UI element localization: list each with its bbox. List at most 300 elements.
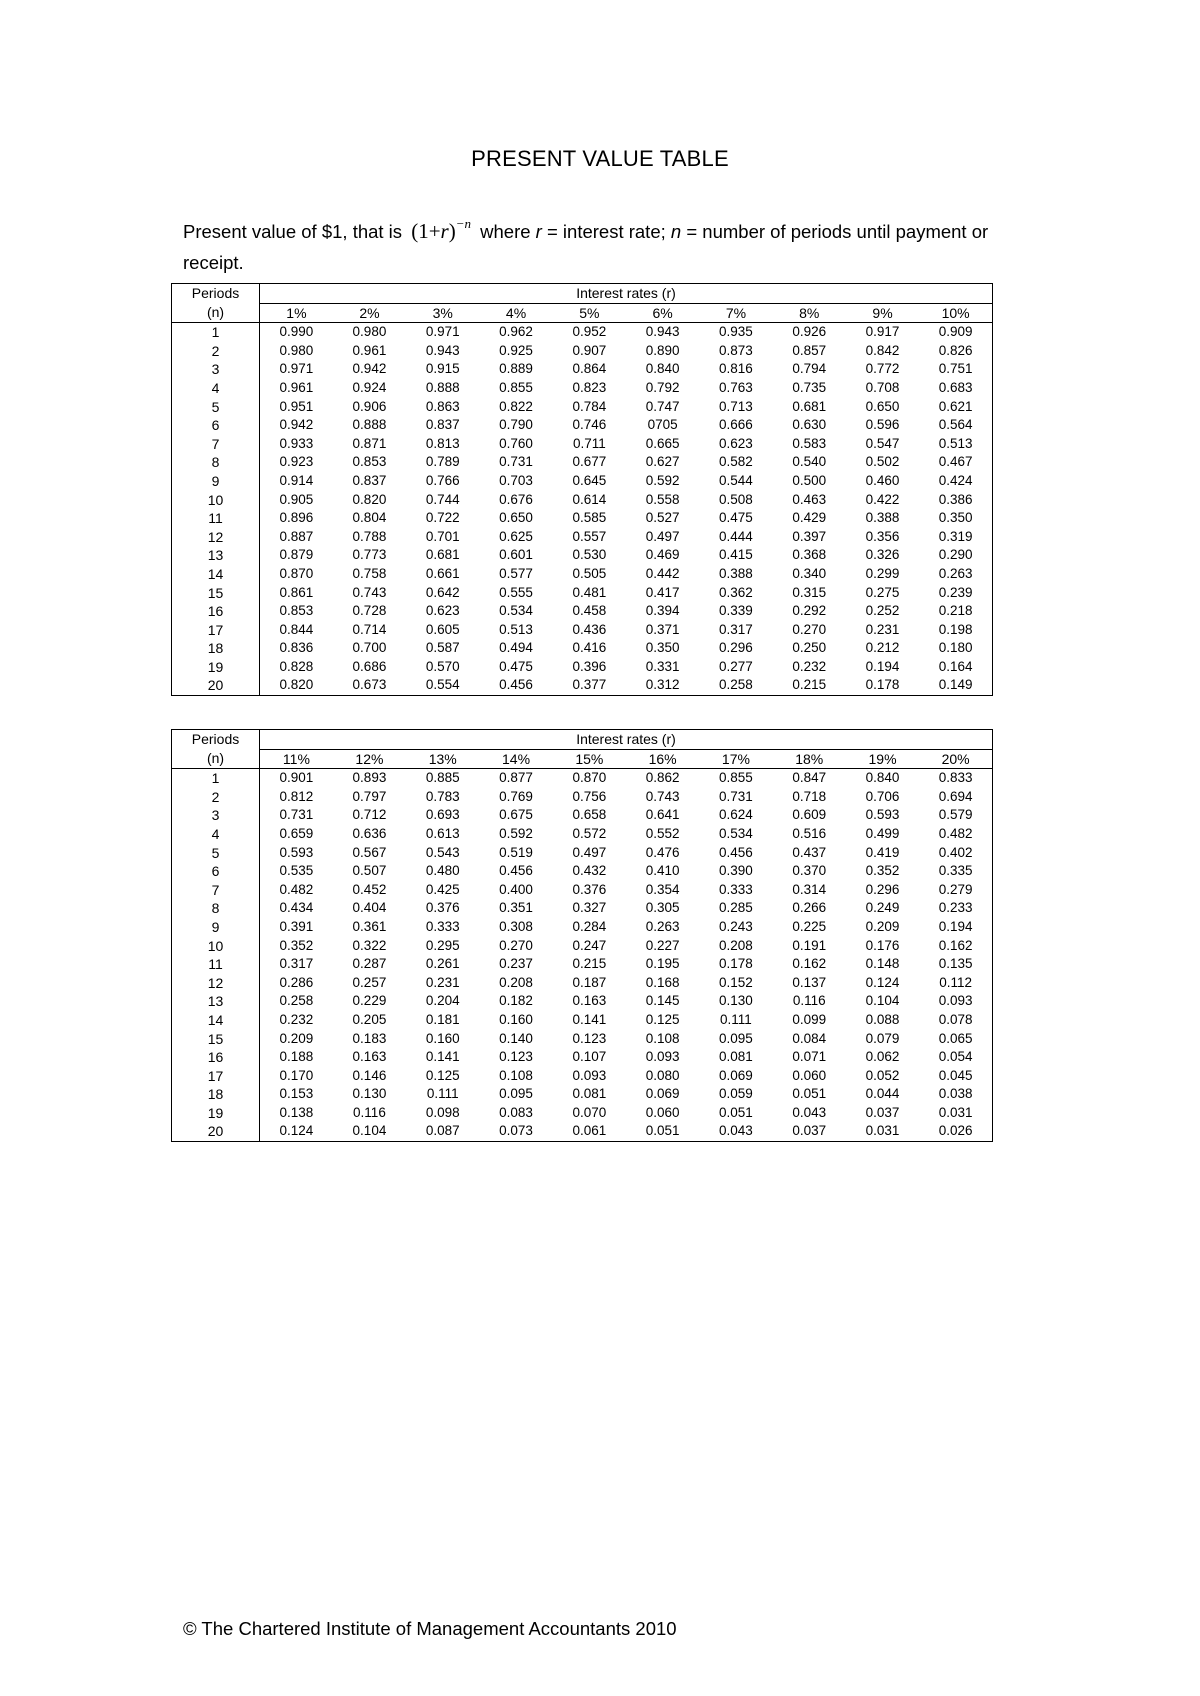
pv-factor-cell: 0.178 bbox=[846, 676, 919, 695]
table-row bbox=[172, 676, 993, 695]
pv-factor-cell: 0.229 bbox=[352, 993, 387, 1009]
pv-factor-cell: 0.279 bbox=[919, 881, 992, 900]
table-row bbox=[172, 453, 993, 472]
pv-factor-cell: 0.482 bbox=[279, 881, 314, 897]
pv-factor-cell: 0.530 bbox=[572, 547, 607, 563]
pv-factor-cell: 0.728 bbox=[352, 603, 387, 619]
pv-factor-cell: 0.855 bbox=[499, 379, 533, 395]
rate-header: 19% bbox=[846, 749, 919, 769]
rate-header: 4% bbox=[479, 303, 552, 323]
pv-factor-cell: 0.083 bbox=[499, 1104, 533, 1120]
pv-factor-cell: 0.026 bbox=[919, 1122, 992, 1141]
intro-text: = interest rate; bbox=[546, 221, 666, 242]
pv-factor-cell: 0.051 bbox=[626, 1122, 699, 1141]
pv-factor-cell: 0.116 bbox=[353, 1104, 386, 1120]
pv-factor-cell: 0.183 bbox=[352, 1030, 387, 1046]
pv-factor-cell: 0.862 bbox=[645, 770, 680, 786]
formula-exponent: −n bbox=[455, 216, 471, 231]
period-cell: 11 bbox=[172, 509, 260, 528]
table-row bbox=[172, 974, 993, 993]
table-row bbox=[172, 658, 993, 677]
table-row bbox=[172, 899, 993, 918]
pv-factor-cell: 0.432 bbox=[572, 863, 607, 879]
pv-factor-cell: 0.797 bbox=[352, 788, 387, 804]
pv-factor-cell: 0.249 bbox=[865, 900, 900, 916]
pv-factor-cell: 0.499 bbox=[865, 825, 900, 841]
pv-factor-cell: 0.168 bbox=[645, 974, 680, 990]
pv-factor-cell: 0.285 bbox=[719, 900, 753, 916]
period-cell: 6 bbox=[172, 862, 260, 881]
pv-factor-cell: 0.266 bbox=[792, 900, 827, 916]
pv-factor-cell: 0.746 bbox=[572, 417, 607, 433]
pv-factor-cell: 0.044 bbox=[865, 1086, 900, 1102]
pv-factor-cell: 0.857 bbox=[792, 342, 827, 358]
pv-factor-cell: 0.463 bbox=[792, 491, 827, 507]
rate-header: 12% bbox=[333, 749, 406, 769]
period-cell: 13 bbox=[172, 992, 260, 1011]
pv-factor-cell: 0.706 bbox=[865, 788, 900, 804]
pv-factor-cell: 0.277 bbox=[719, 658, 753, 674]
pv-factor-cell: 0.621 bbox=[919, 398, 992, 417]
period-cell: 18 bbox=[172, 1085, 260, 1104]
pv-factor-cell: 0.111 bbox=[426, 1086, 459, 1102]
pv-factor-cell: 0.467 bbox=[919, 453, 992, 472]
pv-factor-cell: 0.870 bbox=[279, 565, 314, 581]
pv-factor-cell: 0.792 bbox=[645, 379, 680, 395]
pv-factor-cell: 0.191 bbox=[792, 937, 827, 953]
period-cell: 20 bbox=[172, 1122, 260, 1141]
pv-factor-cell: 0.270 bbox=[792, 621, 827, 637]
pv-factor-cell: 0.402 bbox=[919, 844, 992, 863]
table-row bbox=[172, 918, 993, 937]
pv-factor-cell: 0.508 bbox=[719, 491, 753, 507]
pv-factor-cell: 0.356 bbox=[865, 528, 900, 544]
pv-factor-cell: 0.335 bbox=[919, 862, 992, 881]
pv-factor-cell: 0.847 bbox=[792, 770, 827, 786]
pv-factor-cell: 0.885 bbox=[425, 770, 460, 786]
pv-factor-cell: 0.961 bbox=[352, 342, 387, 358]
pv-factor-cell: 0.879 bbox=[279, 547, 314, 563]
pv-factor-cell: 0.743 bbox=[352, 584, 387, 600]
table-row bbox=[172, 1048, 993, 1067]
table-row bbox=[172, 1122, 993, 1141]
pv-factor-cell: 0.747 bbox=[645, 398, 680, 414]
pv-factor-cell: 0.123 bbox=[572, 1030, 607, 1046]
table-row bbox=[172, 323, 993, 342]
pv-factor-cell: 0.650 bbox=[499, 510, 533, 526]
pv-factor-cell: 0.645 bbox=[572, 472, 607, 488]
pv-factor-cell: 0.371 bbox=[645, 621, 680, 637]
period-cell: 17 bbox=[172, 1067, 260, 1086]
period-cell: 15 bbox=[172, 1030, 260, 1049]
pv-factor-cell: 0.270 bbox=[499, 937, 533, 953]
pv-factor-cell: 0.601 bbox=[499, 547, 533, 563]
pv-factor-cell: 0.069 bbox=[645, 1086, 680, 1102]
pv-factor-cell: 0.370 bbox=[792, 863, 827, 879]
pv-factor-cell: 0.416 bbox=[572, 640, 607, 656]
rate-header: 18% bbox=[773, 749, 846, 769]
pv-factor-cell: 0.258 bbox=[699, 676, 772, 695]
pv-factor-cell: 0.502 bbox=[865, 454, 900, 470]
pv-factor-cell: 0.816 bbox=[719, 361, 753, 377]
period-cell: 13 bbox=[172, 546, 260, 565]
pv-factor-cell: 0.943 bbox=[425, 342, 460, 358]
pv-factor-cell: 0.081 bbox=[719, 1049, 753, 1065]
pv-factor-cell: 0.160 bbox=[425, 1030, 460, 1046]
pv-factor-cell: 0.317 bbox=[719, 621, 753, 637]
pv-factor-cell: 0.331 bbox=[645, 658, 680, 674]
pv-factor-cell: 0.062 bbox=[865, 1049, 900, 1065]
pv-factor-cell: 0.543 bbox=[425, 844, 460, 860]
pv-factor-cell: 0.087 bbox=[406, 1122, 479, 1141]
table-row bbox=[172, 416, 993, 435]
pv-factor-cell: 0.104 bbox=[333, 1122, 406, 1141]
table-row bbox=[172, 639, 993, 658]
pv-factor-cell: 0.054 bbox=[919, 1048, 992, 1067]
pv-factor-cell: 0.933 bbox=[279, 435, 314, 451]
pv-factor-cell: 0.820 bbox=[352, 491, 387, 507]
pv-factor-cell: 0.315 bbox=[792, 584, 827, 600]
pv-factor-cell: 0.567 bbox=[352, 844, 387, 860]
pv-factor-cell: 0.666 bbox=[719, 417, 753, 433]
pv-factor-cell: 0.376 bbox=[572, 881, 607, 897]
pv-factor-cell: 0.630 bbox=[792, 417, 827, 433]
pv-factor-cell: 0.093 bbox=[572, 1067, 607, 1083]
pv-factor-cell: 0.141 bbox=[425, 1049, 460, 1065]
interest-rates-header: Interest rates (r) bbox=[260, 284, 993, 304]
pv-factor-cell: 0.060 bbox=[645, 1104, 680, 1120]
pv-factor-cell: 0.031 bbox=[919, 1104, 992, 1123]
table-row bbox=[172, 509, 993, 528]
period-cell: 14 bbox=[172, 1011, 260, 1030]
pv-factor-cell: 0.377 bbox=[553, 676, 626, 695]
pv-factor-cell: 0.250 bbox=[792, 640, 827, 656]
pv-factor-cell: 0.456 bbox=[479, 676, 552, 695]
period-cell: 12 bbox=[172, 974, 260, 993]
pv-factor-cell: 0.312 bbox=[626, 676, 699, 695]
pv-factor-cell: 0.257 bbox=[352, 974, 387, 990]
period-cell: 14 bbox=[172, 565, 260, 584]
pv-factor-cell: 0.452 bbox=[352, 881, 387, 897]
pv-factor-cell: 0.124 bbox=[865, 974, 900, 990]
formula-var: r bbox=[440, 219, 449, 243]
pv-factor-cell: 0.535 bbox=[279, 863, 314, 879]
pv-factor-cell: 0.361 bbox=[352, 918, 387, 934]
pv-factor-cell: 0.582 bbox=[719, 454, 753, 470]
pv-factor-cell: 0.319 bbox=[919, 528, 992, 547]
pv-factor-cell: 0.889 bbox=[499, 361, 533, 377]
rate-header: 15% bbox=[553, 749, 626, 769]
table-row bbox=[172, 955, 993, 974]
pv-factor-cell: 0.507 bbox=[352, 863, 387, 879]
table-row bbox=[172, 1104, 993, 1123]
pv-factor-cell: 0.079 bbox=[865, 1030, 900, 1046]
pv-factor-cell: 0.163 bbox=[572, 993, 607, 1009]
period-cell: 3 bbox=[172, 360, 260, 379]
pv-factor-cell: 0.108 bbox=[499, 1067, 533, 1083]
pv-factor-cell: 0.871 bbox=[352, 435, 387, 451]
table-row bbox=[172, 472, 993, 491]
pv-factor-cell: 0.837 bbox=[352, 472, 387, 488]
table-row bbox=[172, 546, 993, 565]
pv-factor-cell: 0.718 bbox=[792, 788, 827, 804]
pv-factor-cell: 0.888 bbox=[352, 417, 387, 433]
pv-factor-cell: 0.481 bbox=[572, 584, 607, 600]
pv-factor-cell: 0.855 bbox=[719, 770, 753, 786]
intro-text: = number of periods until payment or receipt. bbox=[183, 221, 989, 273]
pv-factor-cell: 0.788 bbox=[352, 528, 387, 544]
pv-factor-cell: 0.711 bbox=[572, 435, 606, 451]
n-header: (n) bbox=[172, 749, 260, 769]
present-value-table-1 bbox=[171, 283, 993, 696]
pv-factor-cell: 0.942 bbox=[352, 361, 387, 377]
pv-factor-cell: 0.708 bbox=[865, 379, 900, 395]
pv-factor-cell: 0.703 bbox=[499, 472, 533, 488]
pv-factor-cell: 0.534 bbox=[719, 825, 753, 841]
pv-factor-cell: 0.071 bbox=[792, 1049, 827, 1065]
pv-factor-cell: 0.070 bbox=[572, 1104, 607, 1120]
table-row bbox=[172, 565, 993, 584]
pv-factor-cell: 0.659 bbox=[279, 825, 314, 841]
pv-factor-cell: 0.650 bbox=[865, 398, 900, 414]
pv-factor-cell: 0.327 bbox=[572, 900, 607, 916]
pv-factor-cell: 0.111 bbox=[720, 1011, 752, 1027]
pv-factor-cell: 0.043 bbox=[792, 1104, 827, 1120]
pv-factor-cell: 0.397 bbox=[792, 528, 827, 544]
pv-factor-cell: 0.284 bbox=[572, 918, 607, 934]
pv-factor-cell: 0.456 bbox=[499, 863, 533, 879]
pv-factor-cell: 0.153 bbox=[279, 1086, 314, 1102]
pv-factor-cell: 0.744 bbox=[425, 491, 460, 507]
n-header: (n) bbox=[172, 303, 260, 323]
pv-factor-cell: 0.907 bbox=[572, 342, 607, 358]
table-row bbox=[172, 806, 993, 825]
pv-factor-cell: 0.613 bbox=[425, 825, 460, 841]
table-row bbox=[172, 1067, 993, 1086]
period-cell: 1 bbox=[172, 323, 260, 342]
pv-factor-cell: 0.410 bbox=[645, 863, 680, 879]
pv-factor-cell: 0.700 bbox=[352, 640, 387, 656]
pv-factor-cell: 0.275 bbox=[865, 584, 900, 600]
pv-factor-cell: 0.390 bbox=[719, 863, 753, 879]
rate-header: 16% bbox=[626, 749, 699, 769]
pv-factor-cell: 0.317 bbox=[279, 956, 314, 972]
period-cell: 7 bbox=[172, 435, 260, 454]
pv-factor-cell: 0.146 bbox=[352, 1067, 387, 1083]
pv-factor-cell: 0.593 bbox=[865, 807, 900, 823]
pv-factor-cell: 0.552 bbox=[645, 825, 680, 841]
pv-factor-cell: 0.658 bbox=[572, 807, 607, 823]
pv-factor-cell: 0.215 bbox=[572, 956, 607, 972]
pv-factor-cell: 0.924 bbox=[352, 379, 387, 395]
pv-factor-cell: 0.231 bbox=[425, 974, 460, 990]
pv-factor-cell: 0.505 bbox=[572, 565, 607, 581]
pv-factor-cell: 0.078 bbox=[919, 1011, 992, 1030]
rate-header: 13% bbox=[406, 749, 479, 769]
pv-factor-cell: 0.901 bbox=[279, 770, 314, 786]
pv-factor-cell: 0.287 bbox=[352, 956, 387, 972]
pv-factor-cell: 0.178 bbox=[719, 956, 753, 972]
pv-factor-cell: 0.627 bbox=[645, 454, 680, 470]
pv-factor-cell: 0.145 bbox=[645, 993, 680, 1009]
pv-factor-cell: 0.766 bbox=[425, 472, 460, 488]
periods-header: Periods bbox=[172, 730, 260, 750]
pv-factor-cell: 0.376 bbox=[425, 900, 460, 916]
pv-factor-cell: 0.888 bbox=[425, 379, 460, 395]
pv-factor-cell: 0.417 bbox=[645, 584, 680, 600]
pv-factor-cell: 0.794 bbox=[792, 361, 827, 377]
pv-factor-cell: 0.609 bbox=[792, 807, 827, 823]
pv-factor-cell: 0.243 bbox=[719, 918, 753, 934]
table-row bbox=[172, 1085, 993, 1104]
pv-factor-cell: 0.098 bbox=[425, 1104, 460, 1120]
period-cell: 10 bbox=[172, 491, 260, 510]
period-cell: 2 bbox=[172, 788, 260, 807]
pv-factor-cell: 0.772 bbox=[865, 361, 900, 377]
pv-factor-cell: 0.614 bbox=[572, 491, 607, 507]
pv-factor-cell: 0.769 bbox=[499, 788, 533, 804]
pv-factor-cell: 0.480 bbox=[425, 863, 460, 879]
pv-factor-cell: 0.460 bbox=[865, 472, 900, 488]
pv-factor-cell: 0.585 bbox=[572, 510, 607, 526]
pv-factor-cell: 0.436 bbox=[572, 621, 607, 637]
pv-factor-cell: 0.059 bbox=[719, 1086, 753, 1102]
pv-factor-cell: 0.232 bbox=[792, 658, 827, 674]
pv-factor-cell: 0.731 bbox=[279, 807, 314, 823]
pv-factor-cell: 0.060 bbox=[792, 1067, 827, 1083]
period-cell: 16 bbox=[172, 602, 260, 621]
pv-factor-cell: 0.625 bbox=[499, 528, 533, 544]
pv-factor-cell: 0.247 bbox=[572, 937, 607, 953]
pv-factor-cell: 0.592 bbox=[645, 472, 680, 488]
pv-factor-cell: 0.424 bbox=[919, 472, 992, 491]
pv-factor-cell: 0.069 bbox=[719, 1067, 753, 1083]
pv-factor-cell: 0.404 bbox=[352, 900, 387, 916]
pv-factor-cell: 0.350 bbox=[919, 509, 992, 528]
pv-factor-cell: 0.583 bbox=[792, 435, 827, 451]
period-cell: 4 bbox=[172, 825, 260, 844]
pv-factor-cell: 0.790 bbox=[499, 417, 533, 433]
intro-var-n: n bbox=[670, 221, 682, 242]
pv-factor-cell: 0.263 bbox=[919, 565, 992, 584]
pv-factor-cell: 0.388 bbox=[719, 565, 753, 581]
table-row bbox=[172, 621, 993, 640]
pv-factor-cell: 0.368 bbox=[792, 547, 827, 563]
pv-factor-cell: 0.961 bbox=[279, 379, 314, 395]
period-cell: 8 bbox=[172, 453, 260, 472]
pv-factor-cell: 0.195 bbox=[645, 956, 680, 972]
pv-factor-cell: 0.051 bbox=[719, 1104, 753, 1120]
pv-factor-cell: 0.676 bbox=[499, 491, 533, 507]
pv-factor-cell: 0.437 bbox=[792, 844, 827, 860]
pv-factor-cell: 0.299 bbox=[865, 565, 900, 581]
pv-factor-cell: 0.225 bbox=[792, 918, 827, 934]
pv-factor-cell: 0.592 bbox=[499, 825, 533, 841]
pv-factor-cell: 0.425 bbox=[425, 881, 460, 897]
pv-factor-cell: 0.469 bbox=[645, 547, 680, 563]
interest-rates-header: Interest rates (r) bbox=[260, 730, 993, 750]
pv-factor-cell: 0.980 bbox=[352, 324, 387, 340]
pv-factor-cell: 0.388 bbox=[865, 510, 900, 526]
table-row bbox=[172, 528, 993, 547]
pv-factor-cell: 0.980 bbox=[279, 342, 314, 358]
pv-factor-cell: 0.893 bbox=[352, 770, 387, 786]
pv-factor-cell: 0.149 bbox=[919, 676, 992, 695]
pv-factor-cell: 0.394 bbox=[645, 603, 680, 619]
pv-factor-cell: 0.198 bbox=[919, 621, 992, 640]
pv-factor-cell: 0.714 bbox=[352, 621, 387, 637]
rate-header: 10% bbox=[919, 303, 992, 323]
pv-factor-cell: 0.415 bbox=[719, 547, 753, 563]
pv-factor-cell: 0.822 bbox=[499, 398, 533, 414]
pv-factor-cell: 0.263 bbox=[645, 918, 680, 934]
pv-factor-cell: 0.458 bbox=[572, 603, 607, 619]
pv-factor-cell: 0.853 bbox=[279, 603, 314, 619]
pv-factor-cell: 0.419 bbox=[865, 844, 900, 860]
pv-factor-cell: 0.231 bbox=[865, 621, 900, 637]
pv-factor-cell: 0.148 bbox=[865, 956, 900, 972]
pv-factor-cell: 0.160 bbox=[499, 1011, 533, 1027]
intro-text: where bbox=[480, 221, 531, 242]
pv-factor-cell: 0.104 bbox=[865, 993, 900, 1009]
table-row bbox=[172, 602, 993, 621]
pv-factor-cell: 0.045 bbox=[919, 1067, 992, 1086]
pv-factor-cell: 0.623 bbox=[719, 435, 753, 451]
pv-factor-cell: 0.579 bbox=[919, 806, 992, 825]
pv-factor-cell: 0.971 bbox=[425, 324, 460, 340]
pv-factor-cell: 0.350 bbox=[645, 640, 680, 656]
pv-factor-cell: 0.917 bbox=[865, 324, 900, 340]
pv-factor-cell: 0.194 bbox=[865, 658, 900, 674]
periods-header: Periods bbox=[172, 284, 260, 304]
pv-factor-cell: 0.905 bbox=[279, 491, 314, 507]
pv-factor-cell: 0.923 bbox=[279, 454, 314, 470]
table-row bbox=[172, 435, 993, 454]
rate-header: 11% bbox=[260, 749, 333, 769]
pv-factor-cell: 0.942 bbox=[279, 417, 314, 433]
pv-factor-cell: 0.232 bbox=[279, 1011, 314, 1027]
pv-factor-cell: 0.043 bbox=[699, 1122, 772, 1141]
pv-factor-cell: 0.116 bbox=[792, 993, 826, 1009]
pv-factor-cell: 0.763 bbox=[719, 379, 753, 395]
pv-factor-cell: 0.252 bbox=[865, 603, 900, 619]
pv-factor-cell: 0.326 bbox=[865, 547, 900, 563]
pv-factor-cell: 0.141 bbox=[572, 1011, 607, 1027]
pv-factor-cell: 0.864 bbox=[572, 361, 607, 377]
pv-factor-cell: 0.170 bbox=[279, 1067, 314, 1083]
pv-factor-cell: 0.497 bbox=[645, 528, 680, 544]
pv-factor-cell: 0.712 bbox=[352, 807, 387, 823]
pv-factor-cell: 0.596 bbox=[865, 417, 900, 433]
pv-factor-cell: 0.686 bbox=[352, 658, 387, 674]
rate-header: 6% bbox=[626, 303, 699, 323]
pv-factor-cell: 0.784 bbox=[572, 398, 607, 414]
pv-factor-cell: 0.475 bbox=[499, 658, 533, 674]
period-cell: 12 bbox=[172, 528, 260, 547]
pv-factor-cell: 0.519 bbox=[499, 844, 533, 860]
formula-base: 1+ bbox=[418, 219, 441, 243]
pv-factor-cell: 0.073 bbox=[479, 1122, 552, 1141]
table-row bbox=[172, 844, 993, 863]
rate-header: 17% bbox=[699, 749, 772, 769]
pv-factor-cell: 0.661 bbox=[425, 565, 460, 581]
pv-factor-cell: 0.093 bbox=[919, 992, 992, 1011]
pv-factor-cell: 0.204 bbox=[425, 993, 460, 1009]
table-row bbox=[172, 360, 993, 379]
pv-factor-cell: 0.290 bbox=[919, 546, 992, 565]
pv-factor-cell: 0.215 bbox=[773, 676, 846, 695]
pv-factor-cell: 0.840 bbox=[865, 770, 900, 786]
